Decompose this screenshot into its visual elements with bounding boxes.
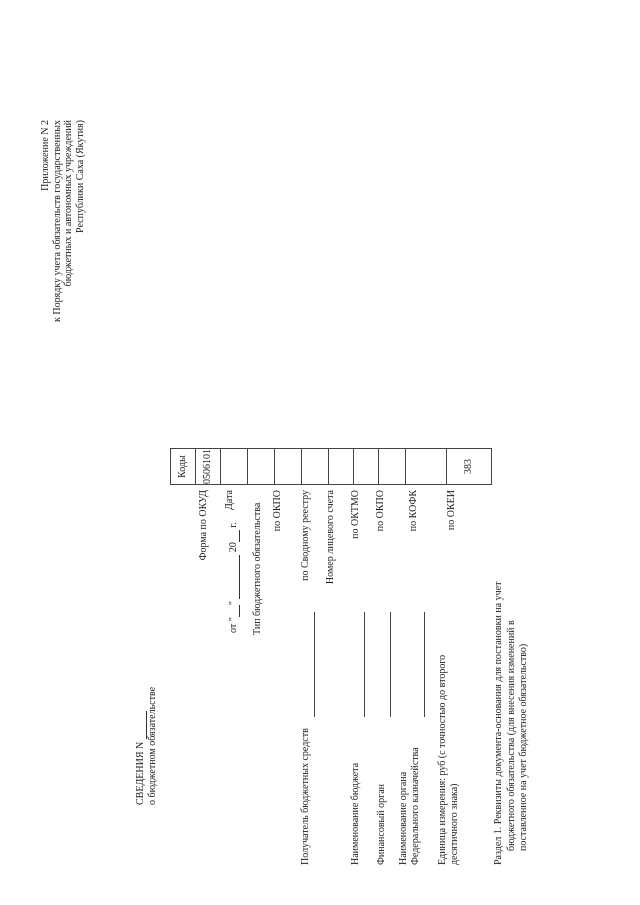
code-okpo-2[interactable] xyxy=(379,449,406,485)
treasury-field[interactable] xyxy=(424,612,425,717)
code-svodny-reestr[interactable] xyxy=(302,449,329,485)
label-treasury-line-1: Наименование органа xyxy=(398,771,409,865)
label-okpo-2: по ОКПО xyxy=(375,490,386,532)
code-okpo[interactable] xyxy=(275,449,302,485)
code-okei: 383 xyxy=(447,449,492,485)
code-obligation-type[interactable] xyxy=(248,449,275,485)
finance-body-field[interactable] xyxy=(390,612,391,717)
code-account-number[interactable] xyxy=(329,449,354,485)
appendix-line-2: к Порядку учета обязательств государственных xyxy=(51,120,63,322)
label-okei: по ОКЕИ xyxy=(446,490,457,531)
appendix-line-3: бюджетных и автономных учреждений xyxy=(63,120,74,287)
label-treasury xyxy=(398,747,421,865)
label-unit-line-2: десятичного знака) xyxy=(448,783,460,865)
label-date: Дата xyxy=(224,490,235,510)
label-form-okud: Форма по ОКУД xyxy=(198,490,209,561)
label-svodny-reestr: по Сводному реестру xyxy=(300,490,311,581)
code-okud: 0506101 xyxy=(196,449,221,485)
label-finance-body: Финансовый орган xyxy=(376,783,387,865)
label-unit-line-1: Единица измерения: руб (с точностью до второго xyxy=(437,654,448,865)
codes-row xyxy=(275,449,302,485)
date-quote-close: " xyxy=(228,601,239,606)
codes-row xyxy=(196,449,221,485)
codes-row xyxy=(221,449,248,485)
codes-row xyxy=(302,449,329,485)
codes-header: Коды xyxy=(171,449,196,485)
title-main: СВЕДЕНИЯ N xyxy=(135,741,146,805)
code-oktmo[interactable] xyxy=(354,449,379,485)
label-treasury-line-2: Федерального казначейства xyxy=(409,747,421,865)
appendix-block xyxy=(40,120,86,400)
codes-row xyxy=(248,449,275,485)
title-sub: о бюджетном обязательстве xyxy=(146,686,158,805)
section-1-line-1: Раздел 1. Реквизиты документа-основания для постановки на учет xyxy=(493,581,504,865)
label-okpo: по ОКПО xyxy=(272,490,283,532)
section-1-line-3: поставленное на учет бюджетное обязательство) xyxy=(518,643,529,851)
codes-row xyxy=(379,449,406,485)
budget-name-field[interactable] xyxy=(364,612,365,717)
appendix-line-1: Приложение N 2 xyxy=(40,120,51,191)
recipient-field[interactable] xyxy=(314,612,315,717)
label-account-number: Номер лицевого счета xyxy=(325,490,336,585)
codes-row xyxy=(447,449,492,485)
codes-row xyxy=(329,449,354,485)
section-1-line-2: бюджетного обязательства (для внесения изменений в xyxy=(505,620,517,851)
year-suffix: г. xyxy=(228,522,239,528)
label-budget-name: Наименование бюджета xyxy=(350,762,361,865)
label-obligation-type: Тип бюджетного обязательства xyxy=(252,502,263,635)
codes-row xyxy=(406,449,447,485)
year-prefix: 20 xyxy=(228,542,239,553)
label-oktmo: по ОКТМО xyxy=(350,490,361,539)
codes-table xyxy=(170,448,492,485)
appendix-line-4: Республики Саха (Якутия) xyxy=(74,120,86,233)
date-prefix: от " xyxy=(228,617,239,633)
number-field[interactable] xyxy=(136,711,147,739)
label-kofk: по КОФК xyxy=(408,490,419,532)
codes-header-row xyxy=(171,449,196,485)
code-date[interactable] xyxy=(221,449,248,485)
section-1-heading xyxy=(493,505,531,865)
label-unit xyxy=(437,655,460,865)
label-recipient: Получатель бюджетных средств xyxy=(300,728,311,865)
document-title xyxy=(135,687,158,805)
code-kofk[interactable] xyxy=(406,449,447,485)
codes-row xyxy=(354,449,379,485)
day-field[interactable] xyxy=(229,605,240,617)
